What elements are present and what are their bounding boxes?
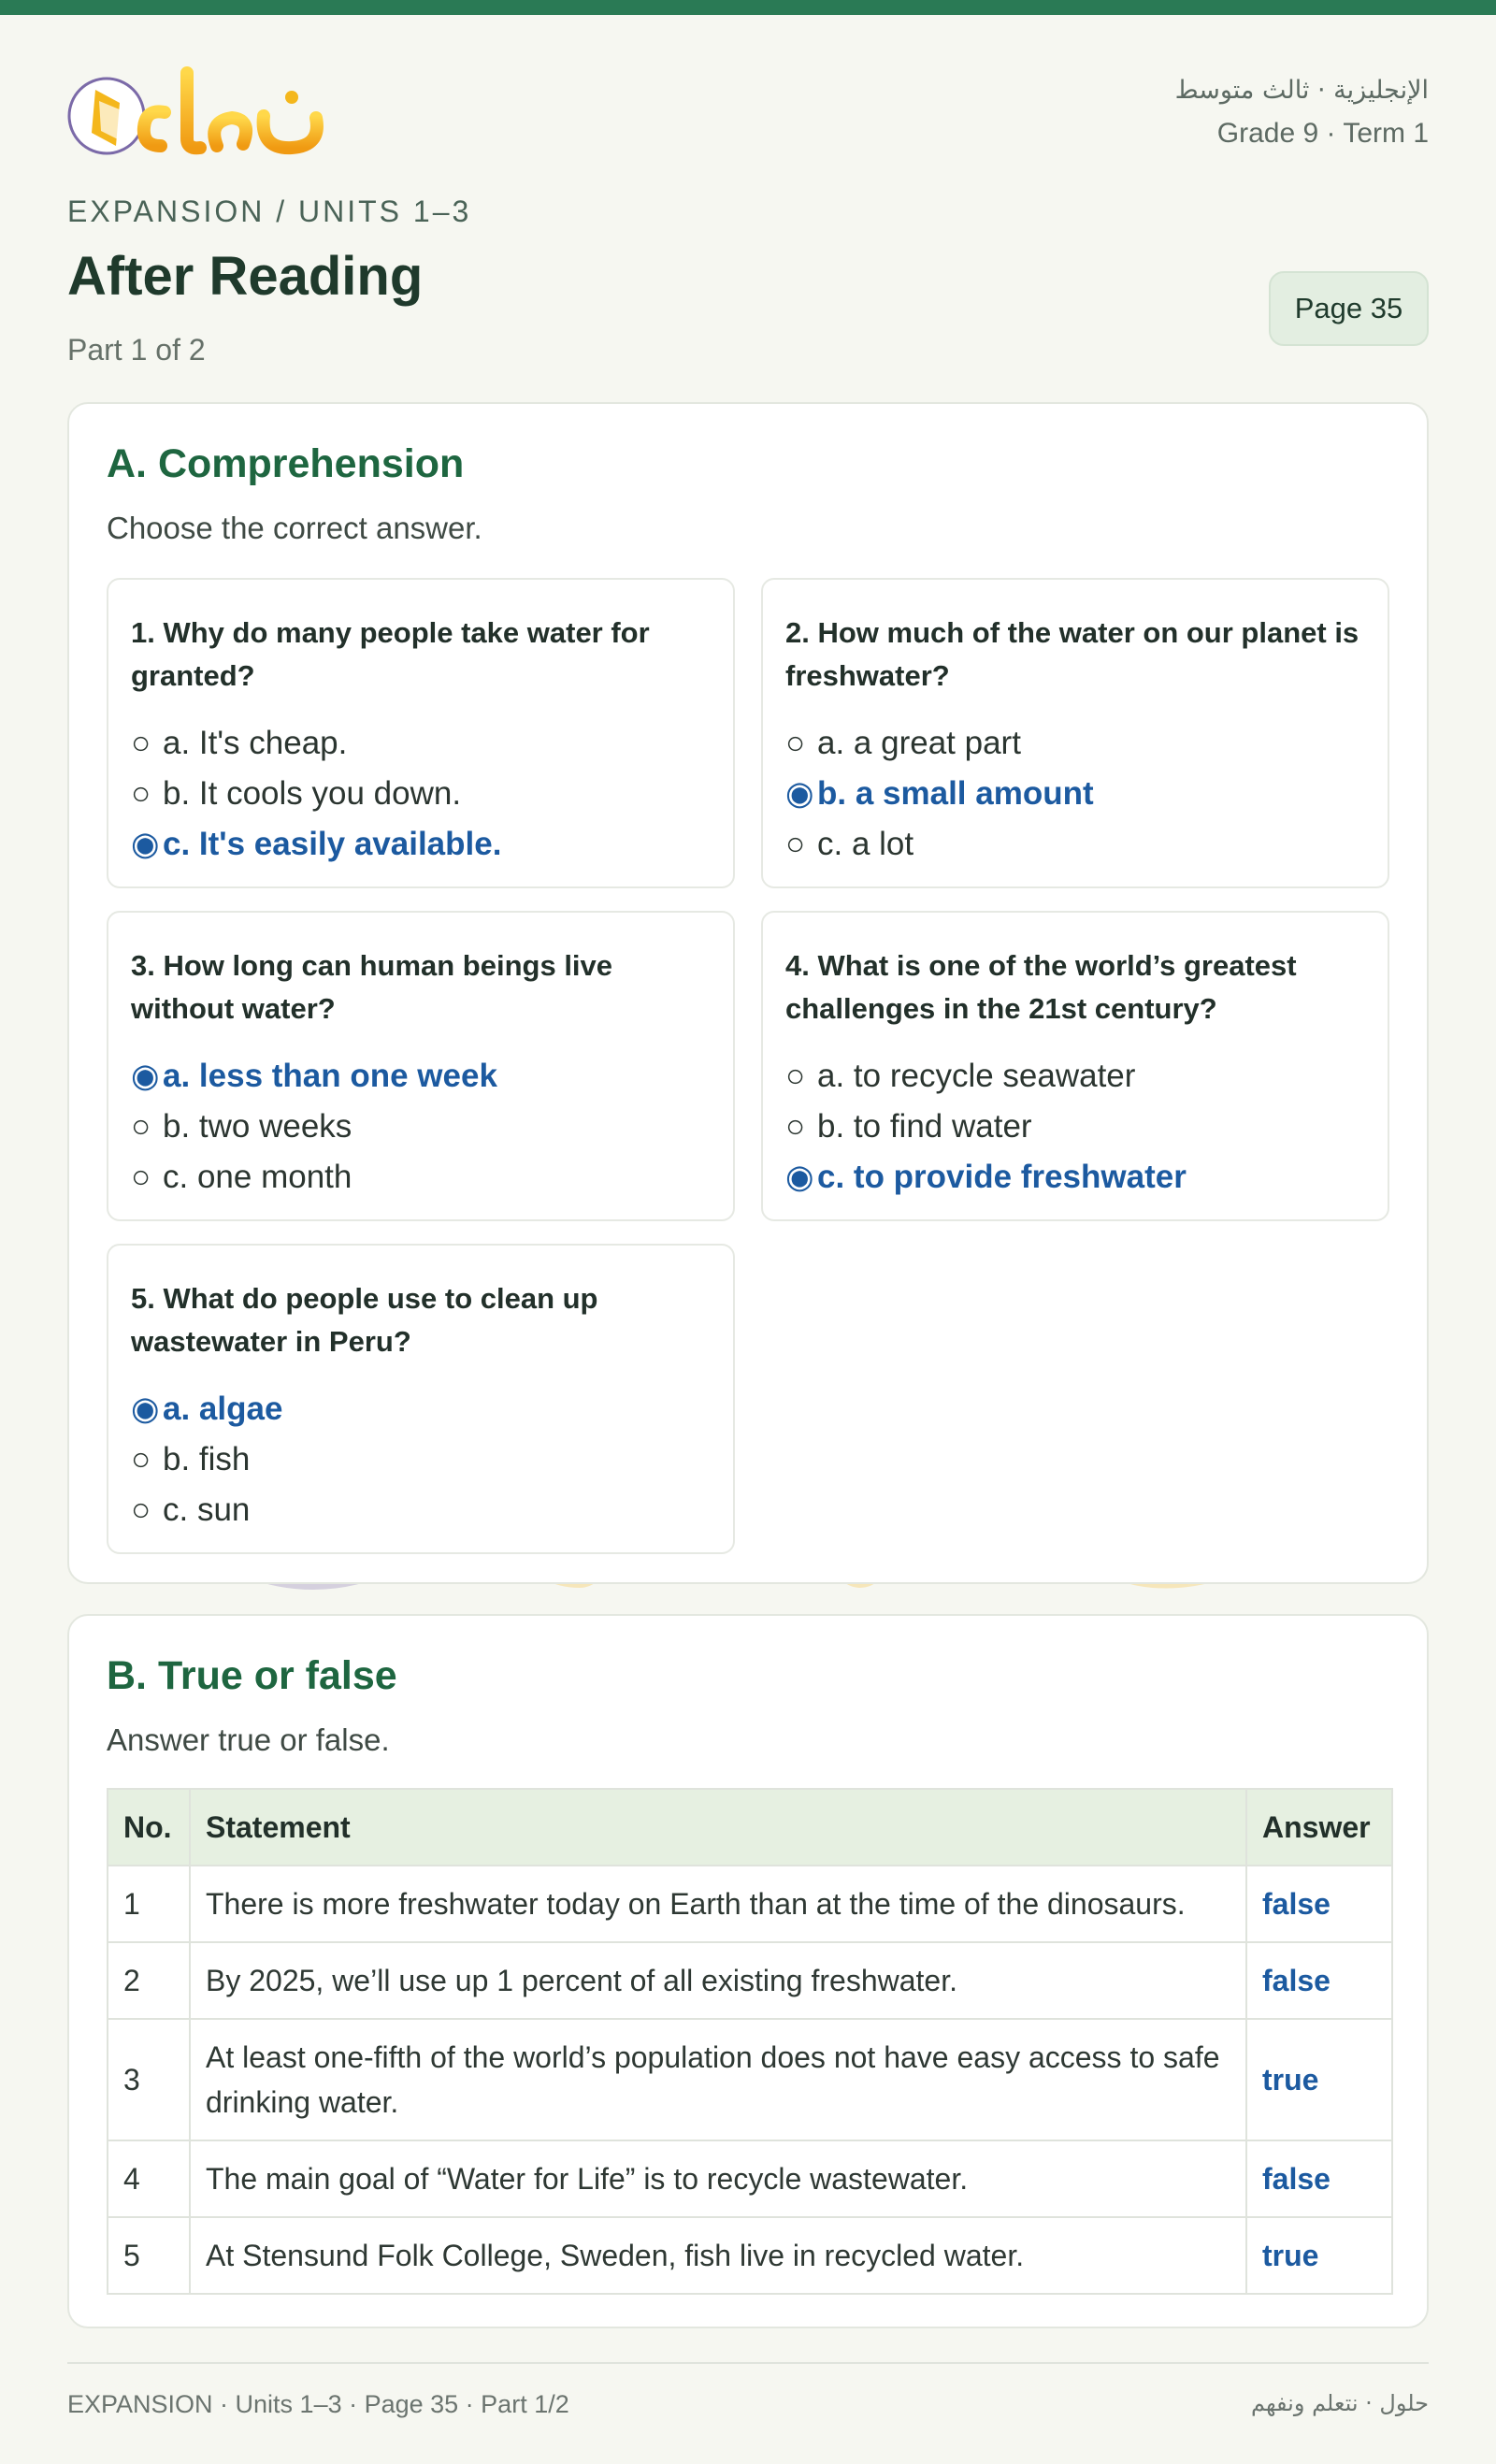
row-number: 5	[108, 2217, 190, 2294]
table-row	[108, 2019, 1392, 2140]
table-row	[108, 2140, 1392, 2217]
answer-option[interactable]	[131, 720, 352, 767]
column-header-no: No.	[108, 1789, 190, 1866]
option-label: c. It's easily available.	[163, 826, 502, 862]
radio-empty-icon: ○	[785, 1108, 806, 1145]
footer-right: حلول · نتعلم ونفهم	[1251, 2390, 1429, 2416]
radio-selected-icon: ◉	[131, 826, 160, 862]
page-header	[67, 60, 1429, 163]
comprehension-section	[67, 402, 1429, 1584]
row-answer: false	[1246, 1942, 1392, 2019]
question-text: 1. Why do many people take water for granted?	[131, 616, 650, 692]
radio-empty-icon: ○	[131, 1491, 151, 1528]
question-text: 5. What do people use to clean up wastewater in Peru?	[131, 1282, 598, 1358]
column-header-statement: Statement	[190, 1789, 1246, 1866]
radio-selected-icon: ◉	[131, 1391, 160, 1427]
unit-kicker: EXPANSION / UNITS 1–3	[67, 195, 472, 228]
option-label: c. sun	[163, 1491, 251, 1528]
question-card	[761, 578, 1389, 888]
row-answer: false	[1246, 2140, 1392, 2217]
option-label: b. two weeks	[163, 1108, 352, 1145]
section-instruction: Answer true or false.	[107, 1722, 390, 1757]
radio-empty-icon: ○	[785, 1058, 806, 1094]
option-label: b. a small amount	[817, 775, 1094, 812]
row-statement: By 2025, we’ll use up 1 percent of all existing freshwater.	[190, 1942, 1246, 2019]
page-badge: Page 35	[1269, 271, 1429, 346]
row-number: 1	[108, 1866, 190, 1942]
selected-option[interactable]	[131, 1386, 288, 1433]
row-statement: At Stensund Folk College, Sweden, fish live in recycled water.	[190, 2217, 1246, 2294]
row-number: 2	[108, 1942, 190, 2019]
option-label: c. one month	[163, 1159, 352, 1195]
grade-term-label: Grade 9 · Term 1	[1216, 118, 1429, 149]
answer-option[interactable]	[785, 1053, 1141, 1100]
question-text: 3. How long can human beings live without water?	[131, 949, 613, 1025]
option-label: a. a great part	[817, 725, 1021, 761]
radio-empty-icon: ○	[131, 1441, 151, 1477]
answer-option[interactable]	[785, 1103, 1038, 1150]
row-number: 4	[108, 2140, 190, 2217]
table-row	[108, 1866, 1392, 1942]
book-logo-icon	[67, 60, 329, 163]
true-false-table	[107, 1788, 1393, 2295]
row-answer: true	[1246, 2217, 1392, 2294]
radio-empty-icon: ○	[785, 826, 806, 862]
option-label: a. It's cheap.	[163, 725, 348, 761]
radio-empty-icon: ○	[131, 1108, 151, 1145]
option-label: b. It cools you down.	[163, 775, 462, 812]
radio-selected-icon: ◉	[131, 1058, 160, 1094]
row-statement: There is more freshwater today on Earth than at the time of the dinosaurs.	[190, 1866, 1246, 1942]
section-title: B. True or false	[107, 1653, 397, 1698]
question-text: 2. How much of the water on our planet is freshwater?	[785, 616, 1359, 692]
radio-empty-icon: ○	[131, 1159, 151, 1195]
question-card	[107, 578, 735, 888]
answer-option[interactable]	[785, 720, 1027, 767]
radio-empty-icon: ○	[131, 725, 151, 761]
table-row	[108, 2217, 1392, 2294]
selected-option[interactable]	[131, 821, 507, 868]
question-card	[107, 911, 735, 1221]
radio-selected-icon: ◉	[785, 1159, 814, 1195]
page-title: After Reading	[67, 246, 424, 307]
row-answer: true	[1246, 2019, 1392, 2140]
row-answer: false	[1246, 1866, 1392, 1942]
option-label: c. a lot	[817, 826, 914, 862]
question-card	[761, 911, 1389, 1221]
footer-left: EXPANSION · Units 1–3 · Page 35 · Part 1/2	[67, 2390, 569, 2418]
option-label: c. to provide freshwater	[817, 1159, 1187, 1195]
section-title: A. Comprehension	[107, 441, 465, 486]
option-label: a. less than one week	[163, 1058, 497, 1094]
answer-option[interactable]	[131, 1154, 357, 1201]
table-header-row	[108, 1789, 1392, 1866]
option-label: b. fish	[163, 1441, 251, 1477]
row-statement: The main goal of “Water for Life” is to recycle wastewater.	[190, 2140, 1246, 2217]
selected-option[interactable]	[785, 1154, 1192, 1201]
top-accent-bar	[0, 0, 1496, 15]
option-label: b. to find water	[817, 1108, 1032, 1145]
radio-empty-icon: ○	[131, 775, 151, 812]
selected-option[interactable]	[785, 771, 1100, 817]
answer-option[interactable]	[785, 821, 919, 868]
halol-logo	[67, 60, 329, 163]
footer-divider	[67, 2362, 1429, 2364]
true-false-section	[67, 1614, 1429, 2328]
page-subtitle: Part 1 of 2	[67, 333, 206, 367]
answer-option[interactable]	[131, 1436, 255, 1483]
row-number: 3	[108, 2019, 190, 2140]
question-card	[107, 1244, 735, 1554]
question-text: 4. What is one of the world’s greatest challenges in the 21st century?	[785, 949, 1297, 1025]
header-meta	[1175, 69, 1429, 155]
table-row	[108, 1942, 1392, 2019]
option-label: a. algae	[163, 1391, 283, 1427]
selected-option[interactable]	[131, 1053, 503, 1100]
radio-empty-icon: ○	[785, 725, 806, 761]
answer-option[interactable]	[131, 1103, 357, 1150]
row-statement: At least one-fifth of the world’s population does not have easy access to safe drinking water.	[190, 2019, 1246, 2140]
radio-selected-icon: ◉	[785, 775, 814, 812]
answer-option[interactable]	[131, 771, 467, 817]
answer-option[interactable]	[131, 1487, 255, 1534]
option-label: a. to recycle seawater	[817, 1058, 1136, 1094]
subject-label: الإنجليزية · ثالث متوسط	[1174, 76, 1429, 105]
section-instruction: Choose the correct answer.	[107, 511, 482, 545]
column-header-answer: Answer	[1246, 1789, 1392, 1866]
